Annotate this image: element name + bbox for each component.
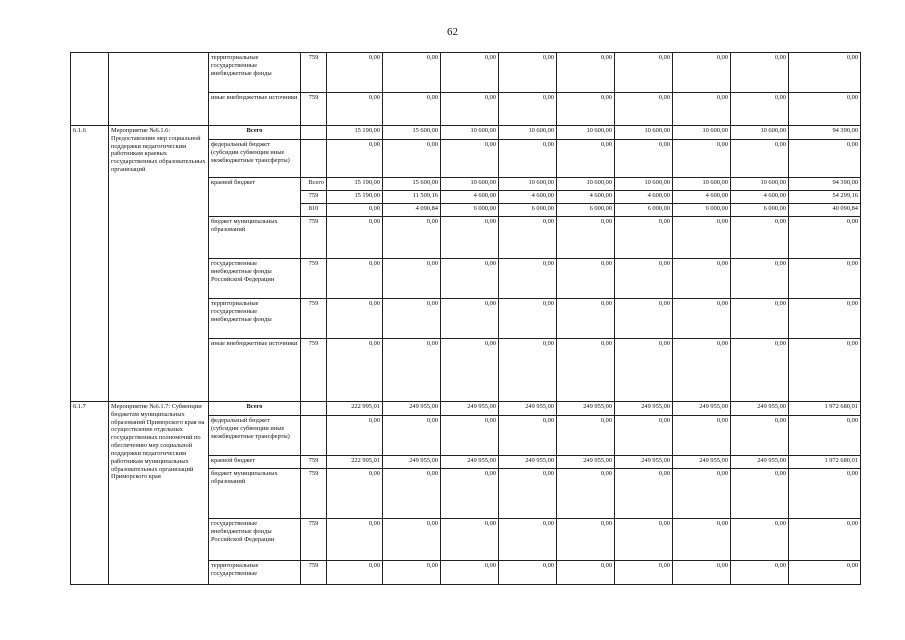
value-cell: 0,00 [557, 217, 615, 259]
value-cell: 249 955,00 [441, 456, 499, 469]
value-cell: 0,00 [499, 519, 557, 561]
value-cell: 10 600,00 [499, 126, 557, 140]
value-cell: 0,00 [673, 299, 731, 339]
value-cell: 6 000,00 [731, 204, 789, 217]
value-cell: 0,00 [499, 93, 557, 126]
value-cell: 0,00 [615, 140, 673, 178]
value-cell: 6 000,00 [441, 204, 499, 217]
value-cell: 0,00 [557, 519, 615, 561]
table-row [71, 126, 861, 140]
funding-source: федеральный бюджет (субсидии субвенции иные межбюджетные трансферты) [209, 416, 301, 456]
value-cell: 0,00 [441, 217, 499, 259]
value-cell: 0,00 [673, 416, 731, 456]
value-cell: 0,00 [383, 469, 441, 519]
value-cell: 0,00 [327, 561, 383, 585]
value-cell: 0,00 [327, 259, 383, 299]
value-cell: 0,00 [673, 93, 731, 126]
value-cell: 0,00 [557, 561, 615, 585]
value-cell: 1 972 680,01 [789, 456, 861, 469]
item-number [71, 53, 109, 126]
budget-code: 759 [301, 93, 327, 126]
value-cell: 0,00 [731, 259, 789, 299]
value-cell: 0,00 [673, 561, 731, 585]
value-cell: 0,00 [673, 469, 731, 519]
value-cell: 0,00 [441, 469, 499, 519]
page-number: 62 [447, 26, 458, 38]
value-cell: 0,00 [327, 217, 383, 259]
value-cell: 249 955,00 [731, 456, 789, 469]
budget-code [301, 402, 327, 416]
value-cell: 0,00 [789, 561, 861, 585]
value-cell: 0,00 [789, 217, 861, 259]
value-cell: 0,00 [499, 299, 557, 339]
value-cell: 10 600,00 [615, 178, 673, 191]
value-cell: 4 600,00 [673, 191, 731, 204]
value-cell: 0,00 [615, 93, 673, 126]
value-cell: 0,00 [327, 53, 383, 93]
value-cell: 0,00 [615, 259, 673, 299]
budget-code: 759 [301, 339, 327, 402]
funding-source: бюджет муниципальных образований [209, 469, 301, 519]
value-cell: 249 955,00 [673, 402, 731, 416]
value-cell: 0,00 [673, 140, 731, 178]
budget-code: 759 [301, 519, 327, 561]
value-cell: 0,00 [327, 93, 383, 126]
value-cell: 0,00 [327, 416, 383, 456]
value-cell: 249 955,00 [383, 402, 441, 416]
value-cell: 0,00 [383, 561, 441, 585]
value-cell: 0,00 [327, 469, 383, 519]
value-cell: 249 955,00 [557, 456, 615, 469]
value-cell: 0,00 [441, 53, 499, 93]
value-cell: 0,00 [731, 93, 789, 126]
value-cell: 0,00 [441, 93, 499, 126]
value-cell: 0,00 [789, 519, 861, 561]
value-cell: 10 600,00 [441, 178, 499, 191]
value-cell: 249 955,00 [731, 402, 789, 416]
budget-code: 759 [301, 259, 327, 299]
value-cell: 0,00 [557, 416, 615, 456]
value-cell: 0,00 [557, 53, 615, 93]
total-label: Всего [209, 126, 301, 140]
value-cell: 0,00 [673, 259, 731, 299]
value-cell: 0,00 [327, 299, 383, 339]
value-cell: 0,00 [499, 469, 557, 519]
value-cell: 0,00 [327, 339, 383, 402]
value-cell: 0,00 [731, 519, 789, 561]
value-cell: 0,00 [557, 259, 615, 299]
value-cell: 0,00 [789, 416, 861, 456]
value-cell: 0,00 [615, 339, 673, 402]
funding-source: территориальные государственные внебюджетные фонды [209, 53, 301, 93]
value-cell: 0,00 [731, 339, 789, 402]
funding-source: краевой бюджет [209, 456, 301, 469]
value-cell: 0,00 [441, 339, 499, 402]
value-cell: 4 600,00 [731, 191, 789, 204]
value-cell: 10 600,00 [731, 126, 789, 140]
value-cell: 0,00 [557, 469, 615, 519]
value-cell: 10 600,00 [557, 126, 615, 140]
value-cell: 94 390,00 [789, 126, 861, 140]
table-row [71, 53, 861, 93]
value-cell: 0,00 [383, 259, 441, 299]
value-cell: 0,00 [557, 299, 615, 339]
value-cell: 10 600,00 [731, 178, 789, 191]
value-cell: 0,00 [615, 519, 673, 561]
value-cell: 0,00 [499, 217, 557, 259]
value-cell: 0,00 [731, 53, 789, 93]
value-cell: 0,00 [673, 53, 731, 93]
budget-code: 810 [301, 204, 327, 217]
value-cell: 6 000,00 [673, 204, 731, 217]
value-cell: 0,00 [441, 519, 499, 561]
budget-code: 759 [301, 456, 327, 469]
value-cell: 6 000,00 [557, 204, 615, 217]
value-cell: 0,00 [789, 339, 861, 402]
value-cell: 0,00 [789, 299, 861, 339]
item-number: 6.1.7 [71, 402, 109, 585]
budget-code [301, 126, 327, 140]
value-cell: 10 600,00 [673, 126, 731, 140]
value-cell: 0,00 [499, 259, 557, 299]
funding-source: территориальные государственные [209, 561, 301, 585]
value-cell: 0,00 [789, 469, 861, 519]
budget-code [301, 140, 327, 178]
funding-source: государственные внебюджетные фонды Российской Федерации [209, 259, 301, 299]
value-cell: 249 955,00 [499, 402, 557, 416]
value-cell: 0,00 [731, 416, 789, 456]
value-cell: 10 600,00 [441, 126, 499, 140]
budget-code: 759 [301, 299, 327, 339]
value-cell: 0,00 [731, 140, 789, 178]
value-cell: 222 995,01 [327, 402, 383, 416]
value-cell: 0,00 [327, 519, 383, 561]
value-cell: 0,00 [789, 140, 861, 178]
value-cell: 0,00 [499, 339, 557, 402]
value-cell: 4 600,00 [615, 191, 673, 204]
budget-code: Всего [301, 178, 327, 191]
value-cell: 249 955,00 [557, 402, 615, 416]
value-cell: 0,00 [383, 299, 441, 339]
value-cell: 15 190,00 [327, 191, 383, 204]
item-number: 6.1.6 [71, 126, 109, 402]
value-cell: 10 600,00 [615, 126, 673, 140]
value-cell: 0,00 [731, 469, 789, 519]
value-cell: 6 000,00 [615, 204, 673, 217]
value-cell: 0,00 [615, 53, 673, 93]
value-cell: 0,00 [383, 93, 441, 126]
budget-code: 759 [301, 53, 327, 93]
value-cell: 0,00 [441, 259, 499, 299]
value-cell: 0,00 [383, 339, 441, 402]
funding-source: краевой бюджет [209, 178, 301, 217]
budget-code [301, 416, 327, 456]
budget-code: 759 [301, 469, 327, 519]
item-title [109, 53, 209, 126]
value-cell: 0,00 [383, 53, 441, 93]
funding-source: иные внебюджетные источники [209, 93, 301, 126]
funding-source: иные внебюджетные источники [209, 339, 301, 402]
value-cell: 0,00 [383, 140, 441, 178]
value-cell: 0,00 [615, 561, 673, 585]
value-cell: 0,00 [327, 204, 383, 217]
value-cell: 0,00 [499, 53, 557, 93]
budget-code: 759 [301, 561, 327, 585]
value-cell: 0,00 [499, 140, 557, 178]
value-cell: 10 600,00 [499, 178, 557, 191]
value-cell: 249 955,00 [441, 402, 499, 416]
value-cell: 0,00 [383, 217, 441, 259]
value-cell: 0,00 [731, 561, 789, 585]
value-cell: 0,00 [615, 469, 673, 519]
budget-table [70, 52, 861, 585]
value-cell: 4 600,00 [499, 191, 557, 204]
value-cell: 249 955,00 [615, 456, 673, 469]
item-title: Мероприятие №6.1.7: Субвенции бюджетам муниципальных образований Приморского края на осуществление отдельных государственных полномочий по обеспечению мер социальной поддержки педагогическим работникам муниципальных образовательных организаций Приморского края [109, 402, 209, 585]
value-cell: 0,00 [673, 519, 731, 561]
value-cell: 4 600,00 [441, 191, 499, 204]
value-cell: 249 955,00 [383, 456, 441, 469]
value-cell: 11 509,16 [383, 191, 441, 204]
value-cell: 0,00 [383, 519, 441, 561]
value-cell: 15 190,00 [327, 126, 383, 140]
value-cell: 10 600,00 [557, 178, 615, 191]
budget-code: 759 [301, 191, 327, 204]
budget-code: 759 [301, 217, 327, 259]
value-cell: 15 600,00 [383, 178, 441, 191]
value-cell: 222 995,01 [327, 456, 383, 469]
value-cell: 249 955,00 [673, 456, 731, 469]
value-cell: 0,00 [615, 299, 673, 339]
value-cell: 0,00 [557, 339, 615, 402]
value-cell: 0,00 [789, 259, 861, 299]
value-cell: 94 390,00 [789, 178, 861, 191]
value-cell: 0,00 [615, 416, 673, 456]
value-cell: 0,00 [731, 299, 789, 339]
funding-source: бюджет муниципальных образований [209, 217, 301, 259]
table-row [71, 402, 861, 416]
value-cell: 249 955,00 [615, 402, 673, 416]
value-cell: 4 600,00 [557, 191, 615, 204]
value-cell: 0,00 [557, 93, 615, 126]
value-cell: 0,00 [673, 217, 731, 259]
value-cell: 0,00 [327, 140, 383, 178]
item-title: Мероприятие №6.1.6: Предоставление мер социальной поддержки педагогическим работникам краевых государственных образовательных организаций [109, 126, 209, 402]
value-cell: 0,00 [789, 93, 861, 126]
value-cell: 0,00 [673, 339, 731, 402]
value-cell: 15 600,00 [383, 126, 441, 140]
value-cell: 1 972 680,01 [789, 402, 861, 416]
value-cell: 40 090,84 [789, 204, 861, 217]
value-cell: 0,00 [615, 217, 673, 259]
value-cell: 0,00 [383, 416, 441, 456]
total-label: Всего [209, 402, 301, 416]
value-cell: 0,00 [731, 217, 789, 259]
value-cell: 0,00 [789, 53, 861, 93]
funding-source: территориальные государственные внебюджетные фонды [209, 299, 301, 339]
value-cell: 0,00 [441, 561, 499, 585]
value-cell: 4 090,84 [383, 204, 441, 217]
value-cell: 249 955,00 [499, 456, 557, 469]
value-cell: 0,00 [441, 416, 499, 456]
value-cell: 54 299,16 [789, 191, 861, 204]
value-cell: 0,00 [499, 416, 557, 456]
value-cell: 0,00 [441, 299, 499, 339]
value-cell: 0,00 [499, 561, 557, 585]
value-cell: 10 600,00 [673, 178, 731, 191]
value-cell: 6 000,00 [499, 204, 557, 217]
value-cell: 15 190,00 [327, 178, 383, 191]
value-cell: 0,00 [557, 140, 615, 178]
funding-source: федеральный бюджет (субсидии субвенции иные межбюджетные трансферты) [209, 140, 301, 178]
value-cell: 0,00 [441, 140, 499, 178]
funding-source: государственные внебюджетные фонды Российской Федерации [209, 519, 301, 561]
